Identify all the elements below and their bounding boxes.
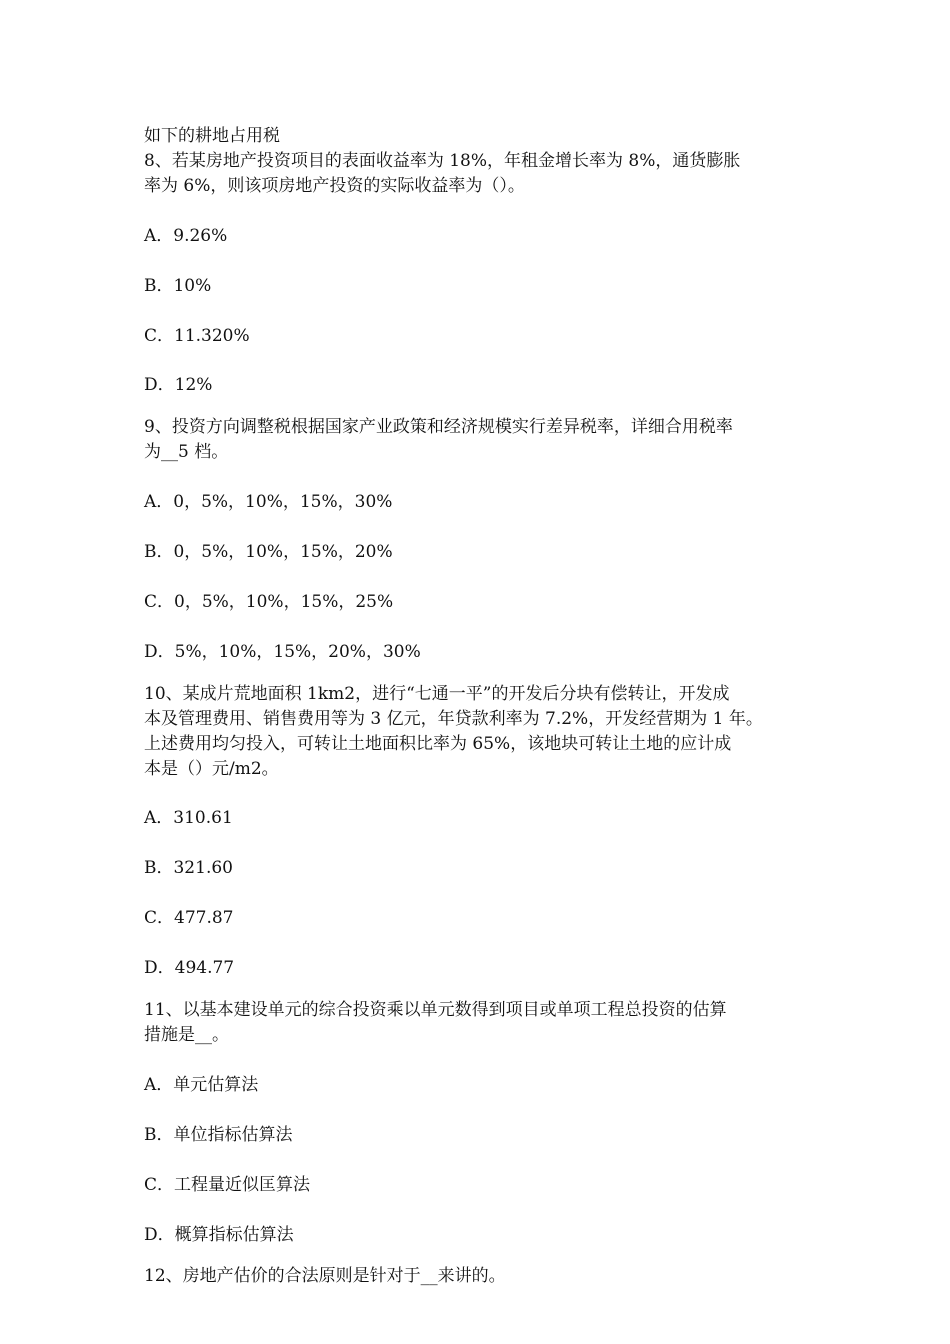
option-b: B．10%: [144, 275, 212, 296]
question-text: 本是（）元/m2。: [144, 758, 279, 779]
question-text: 10、某成片荒地面积 1km2，进行“七通一平”的开发后分块有偿转让，开发成: [144, 683, 730, 704]
option-a: A．9.26%: [144, 225, 228, 246]
option-d: D．494.77: [144, 958, 235, 979]
option-a: A．单元估算法: [144, 1074, 259, 1095]
question-11: [144, 998, 814, 1247]
question-8: [144, 149, 814, 398]
option-d: D．12%: [144, 375, 213, 396]
document-body: [144, 124, 814, 1289]
question-text: 8、若某房地产投资项目的表面收益率为 18%，年租金增长率为 8%，通货膨胀: [144, 150, 741, 171]
option-b: B．单位指标估算法: [144, 1124, 293, 1145]
option-a: A．310.61: [144, 808, 233, 829]
option-b: B．321.60: [144, 858, 233, 879]
intro-text: 如下的耕地占用税: [144, 126, 280, 146]
question-12: [144, 1264, 814, 1289]
question-text: 9、投资方向调整税根据国家产业政策和经济规模实行差异税率，详细合用税率: [144, 417, 733, 438]
option-b: B．0，5%，10%，15%，20%: [144, 542, 393, 563]
question-text: 12、房地产估价的合法原则是针对于__来讲的。: [144, 1266, 506, 1287]
question-text: 率为 6%，则该项房地产投资的实际收益率为（）。: [144, 175, 525, 196]
question-text: 本及管理费用、销售费用等为 3 亿元，年贷款利率为 7.2%，开发经营期为 1 年。: [144, 708, 763, 729]
question-text: 措施是__。: [144, 1024, 229, 1045]
option-c: C．0，5%，10%，15%，25%: [144, 591, 394, 612]
question-text: 11、以基本建设单元的综合投资乘以单元数得到项目或单项工程总投资的估算: [144, 1000, 727, 1021]
question-text: 上述费用均匀投入，可转让土地面积比率为 65%，该地块可转让土地的应计成: [144, 733, 732, 754]
option-c: C．工程量近似匡算法: [144, 1174, 311, 1195]
option-c: C．11.320%: [144, 325, 250, 346]
question-10: [144, 682, 814, 981]
option-d: D．5%，10%，15%，20%，30%: [144, 641, 421, 662]
question-text: 为__5 档。: [144, 442, 229, 463]
option-c: C．477.87: [144, 908, 234, 929]
option-a: A．0，5%，10%，15%，30%: [144, 492, 393, 513]
option-d: D．概算指标估算法: [144, 1224, 294, 1245]
question-9: [144, 415, 814, 664]
